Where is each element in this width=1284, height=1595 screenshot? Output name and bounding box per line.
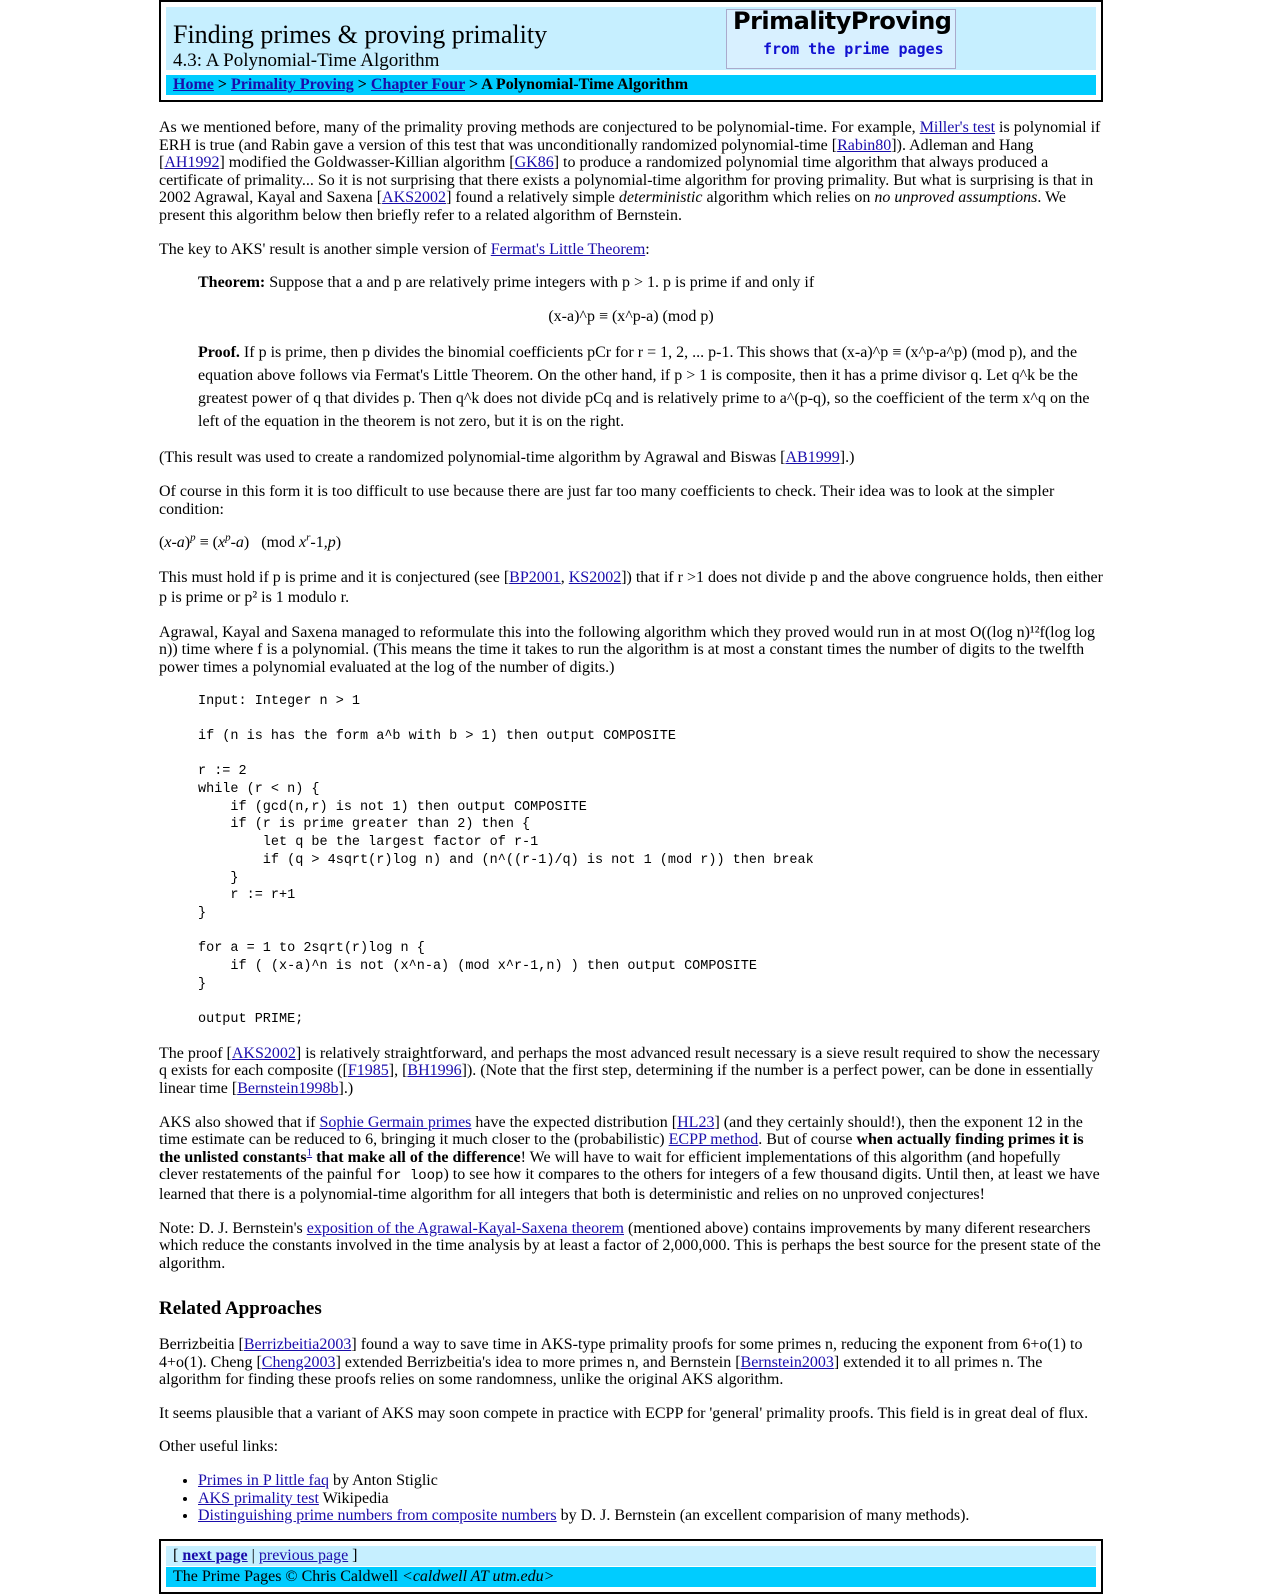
title-bar: [166, 7, 1096, 70]
breadcrumb: [166, 75, 1096, 95]
breadcrumb-sep: >: [469, 76, 479, 93]
link-berrizbeitia2003[interactable]: Berrizbeitia2003: [243, 1335, 352, 1353]
link-hl23[interactable]: HL23: [677, 1113, 715, 1131]
link-gk86[interactable]: GK86: [514, 154, 554, 172]
theorem-label: Theorem:: [198, 274, 266, 292]
header-box: [159, 0, 1103, 102]
link-distinguishing-primes[interactable]: Distinguishing prime numbers from composite numbers: [198, 1507, 557, 1525]
flux-paragraph: It seems plausible that a variant of AKS may soon compete in practice with ECPP for 'general' primality proofs. This field is in great deal of flux.: [159, 1404, 1089, 1422]
link-ks2002[interactable]: KS2002: [568, 568, 622, 586]
link-aks-wikipedia[interactable]: AKS primality test: [198, 1489, 319, 1507]
link-bernstein1998b[interactable]: Bernstein1998b: [237, 1080, 339, 1098]
list-item: • AKS primality test Wikipedia: [198, 1490, 1103, 1508]
primality-proving-logo[interactable]: [726, 9, 956, 69]
bernstein-note-paragraph: Note: D. J. Bernstein's exposition of the Agrawal-Kayal-Saxena theorem (mentioned above) contains improvements by many diferent researchers which reduce the constants involved in the time analysis by at least a factor of 2,000,000. This is perhaps the best source for the present state of the algorithm.: [159, 1219, 1101, 1272]
previous-page-link[interactable]: previous page: [258, 1546, 349, 1564]
simpler-condition-formula: $(x-a)^p \equiv (x^p-a)$ (mod $x^r-1,p$): [159, 531, 342, 552]
link-cheng2003[interactable]: Cheng2003: [261, 1353, 336, 1371]
theorem: [198, 274, 1103, 292]
footnote-1-link[interactable]: 1: [306, 1146, 313, 1159]
link-bernstein2003[interactable]: Bernstein2003: [740, 1353, 834, 1371]
breadcrumb-current: A Polynomial-Time Algorithm: [481, 76, 689, 93]
page-wrapper: [159, 0, 1103, 1594]
breadcrumb-chapter-four[interactable]: Chapter Four: [370, 76, 465, 93]
link-fermats-little-theorem[interactable]: Fermat's Little Theorem: [490, 240, 646, 258]
related-approaches-heading: Related Approaches: [159, 1298, 322, 1320]
link-millers-test[interactable]: Miller's test: [919, 119, 996, 136]
breadcrumb-primality-proving[interactable]: Primality Proving: [231, 76, 354, 93]
breadcrumb-sep: >: [357, 76, 367, 93]
aks-algorithm-code: Input: Integer n > 1 if (n is has the form a^b with b > 1) then output COMPOSITE r := 2 while (r < n) { if (gcd(n,r) is not 1) then output COMPOSITE if (r is prime greater than 2) then { let q be the largest factor of r-1 if (q > 4sqrt(r)log n) and (n^((r-1)/q) is not 1 (mod r)) then break } r := r+1 } for a = 1 to 2sqrt(r)log n { if ( (x-a)^n is not (x^n-a) (mod x^r-1,n) ) then output COMPOSITE } output PRIME;: [198, 693, 814, 1028]
ab1999-paragraph: (This result was used to create a randomized polynomial-time algorithm by Agrawal and Biswas [AB1999].): [159, 449, 855, 467]
link-bernstein-exposition[interactable]: exposition of the Agrawal-Kayal-Saxena theorem: [306, 1219, 624, 1237]
footer-box: [159, 1539, 1103, 1594]
link-rabin80[interactable]: Rabin80: [837, 136, 892, 154]
logo-line2: from the prime pages: [763, 40, 944, 58]
link-aks2002[interactable]: AKS2002: [382, 189, 447, 207]
link-f1985[interactable]: F1985: [347, 1062, 389, 1080]
intro-paragraph: As we mentioned before, many of the primality proving methods are conjectured to be polynomial-time. For example, Miller's test is polynomial if ERH is true (and Rabin gave a version of this test that was unconditionally randomized polynomial-time [Rabin80]). Adleman and Hang [AH1992] modified the Goldwasser-Killian algorithm [GK86] to produce a randomized polynomial time algorithm that always produced a certificate of primality... So it is not surprising that there exists a polynomial-time algorithm for proving primality. But what is surprising is that in 2002 Agrawal, Kayal and Saxena [AKS2002] found a relatively simple deterministic algorithm which relies on no unproved assumptions. We present this algorithm below then briefly refer to a related algorithm of Bernstein.: [159, 119, 1101, 224]
footer-credit: The Prime Pages © Chris Caldwell <caldwell AT utm.edu>: [166, 1567, 1096, 1587]
breadcrumb-sep: >: [217, 76, 227, 93]
logo-line1: PrimalityProving: [733, 7, 952, 35]
aks-runtime-paragraph: Agrawal, Kayal and Saxena managed to reformulate this into the following algorithm which they proved would run in at most O((log n)¹²f(log log n)) time where f is a polynomial. (This means the time it takes to run the algorithm is at most a constant times the number of digits to the twelfth power times a polynomial evaluated at the log of the number of digits.): [159, 623, 1096, 676]
link-ecpp-method[interactable]: ECPP method: [668, 1131, 759, 1149]
proof-notes-paragraph: The proof [AKS2002] is relatively straightforward, and perhaps the most advanced result necessary is a sieve result required to show the necessary q exists for each composite ([F1985], [BH1996]). (Note that the first step, determining if the number is a perfect power, can be done in essentially linear time [Bernstein1998b].): [159, 1044, 1101, 1098]
link-aks2002[interactable]: AKS2002: [231, 1044, 296, 1062]
author-email: <caldwell AT utm.edu>: [402, 1567, 555, 1585]
other-links-intro: Other useful links:: [159, 1438, 279, 1456]
page-title: Finding primes & proving primality: [173, 20, 548, 49]
page-subtitle: 4.3: A Polynomial-Time Algorithm: [173, 50, 440, 71]
other-links-list: [159, 1472, 1103, 1525]
link-primes-in-p-faq[interactable]: Primes in P little faq: [198, 1471, 329, 1489]
simpler-condition-paragraph: Of course in this form it is too difficult to use because there are just far too many coefficients to check. Their idea was to look at the simpler condition:: [159, 482, 1055, 518]
related-approaches-paragraph: Berrizbeitia [Berrizbeitia2003] found a way to save time in AKS-type primality proofs for some primes n, reducing the exponent from 6+o(1) to 4+o(1). Cheng [Cheng2003] extended Berrizbeitia's idea to more primes n, and Bernstein [Bernstein2003] extended it to all primes n. The algorithm for finding these proofs relies on some randomness, unlike the original AKS algorithm.: [159, 1335, 1083, 1389]
next-page-link[interactable]: next page: [182, 1546, 248, 1564]
footer-nav: [ next page | previous page ]: [166, 1546, 1096, 1566]
proof-text: If p is prime, then p divides the binomial coefficients pCr for r = 1, 2, ... p-1. This shows that (x-a)^p ≡ (x^p-a^p) (mod p), and the equation above follows via Fermat's Little Theorem. On the other hand, if p > 1 is composite, then it has a prime divisor q. Let q^k be the greatest power of q that divides p. Then q^k does not divide pCq and is relatively prime to a^(p-q), so the coefficient of the term x^q on the left of the equation in the theorem is not zero, but it is on the right.: [198, 344, 1090, 431]
theorem-text: Suppose that a and p are relatively prime integers with p > 1. p is prime if and only if: [269, 274, 815, 292]
conjecture-paragraph: This must hold if p is prime and it is conjectured (see [BP2001, KS2002]) that if r >1 does not divide p and the above congruence holds, then either p is prime or p² is 1 modulo r.: [159, 568, 1103, 606]
sophie-germain-paragraph: AKS also showed that if Sophie Germain primes have the expected distribution [HL23] (and they certainly should!), then the exponent 12 in the time estimate can be reduced to 6, bringing it much closer to the (probabilistic) ECPP method. But of course when actually finding primes it is the unlisted constants$^1$ that make all of the difference! We will have to wait for efficient implementations of this algorithm (and hopefully clever restatements of the painful for loop) to see how it compares to the others for integers of a few thousand digits. Until then, at least we have learned that there is a polynomial-time algorithm for all integers that both is deterministic and relies on no unproved conjectures!: [159, 1113, 1100, 1204]
list-item: • Distinguishing prime numbers from composite numbers by D. J. Bernstein (an excellent comparision of many methods).: [198, 1507, 1103, 1525]
theorem-formula: (x-a)^p ≡ (x^p-a) (mod p): [548, 307, 714, 325]
list-item: • Primes in P little faq by Anton Stiglic: [198, 1472, 1103, 1490]
link-ah1992[interactable]: AH1992: [164, 154, 220, 172]
main-content: [159, 119, 1103, 1525]
link-ab1999[interactable]: AB1999: [785, 449, 840, 467]
proof-label: Proof.: [198, 344, 240, 362]
flt-paragraph: The key to AKS' result is another simple version of Fermat's Little Theorem:: [159, 240, 650, 258]
breadcrumb-home[interactable]: Home: [173, 76, 214, 93]
link-bp2001[interactable]: BP2001: [509, 568, 561, 586]
proof: [198, 341, 1103, 433]
link-sophie-germain-primes[interactable]: Sophie Germain primes: [319, 1113, 472, 1131]
link-bh1996[interactable]: BH1996: [407, 1062, 462, 1080]
